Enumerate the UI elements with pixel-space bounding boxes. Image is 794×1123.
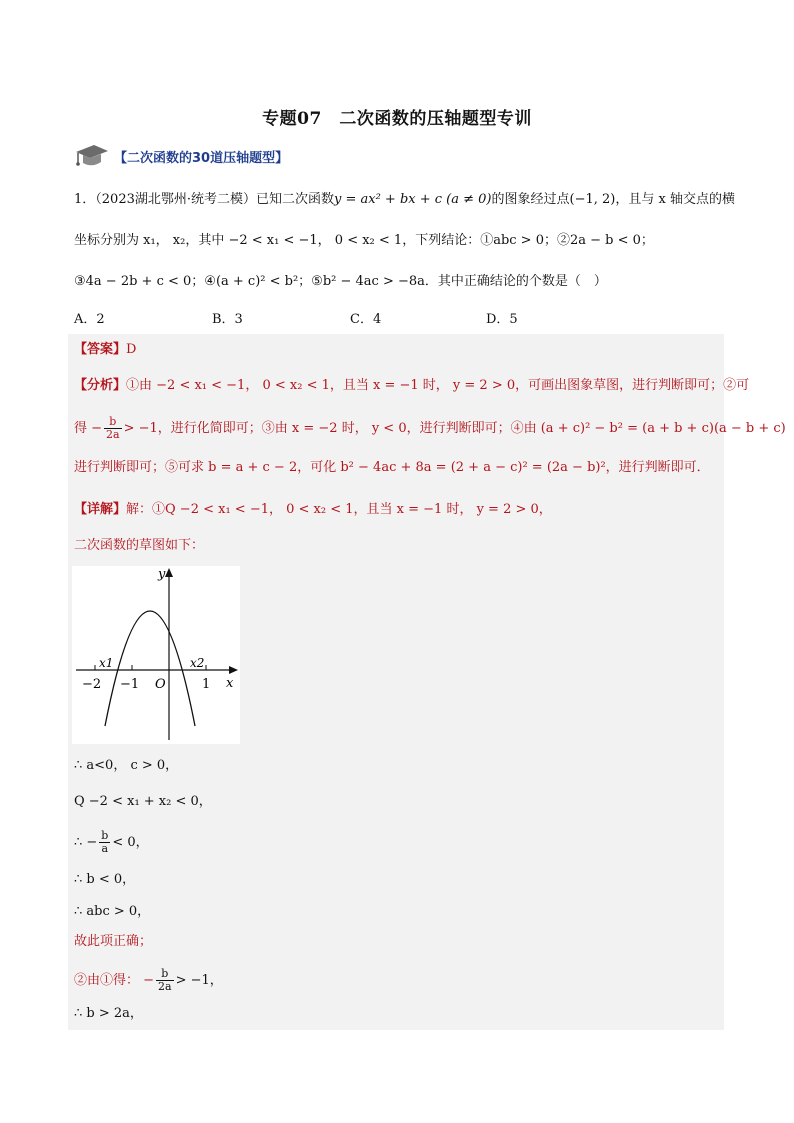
detail-line-1: 【详解】解：①Q −2 < x₁ < −1， 0 < x₂ < 1，且当 x = −1 时， y = 2 > 0，	[74, 502, 552, 517]
step-8: ∴ b > 2a，	[74, 1006, 143, 1021]
function-formula: y = ax² + bx + c (a ≠ 0)	[334, 192, 492, 207]
origin-label: O	[155, 677, 166, 692]
section-header	[74, 142, 288, 170]
tick-label-neg2: −2	[82, 677, 102, 692]
step-6: 故此项正确；	[74, 934, 153, 949]
step-1: ∴ a<0， c > 0，	[74, 758, 179, 773]
section-label: 【二次函数的30道压轴题型】	[114, 150, 289, 166]
y-axis-label: y	[158, 567, 166, 582]
step-4: ∴ b < 0，	[74, 872, 136, 887]
answer-line: 【答案】D	[74, 342, 137, 357]
question-line-1: 1．（2023湖北鄂州·统考二模）已知二次函数y = ax² + bx + c (a ≠ 0)的图象经过点(−1, 2)，且与 x 轴交点的横	[74, 192, 735, 207]
solution-panel	[68, 334, 786, 1030]
tick-label-neg1: −1	[120, 677, 140, 692]
root-label-x2: x2	[190, 656, 205, 670]
step-5: ∴ abc > 0，	[74, 904, 151, 919]
analysis-line-2: 得 − $\frac{b}{2a}$ > −1，进行化简即可；③由 x = −2 时， y < 0，进行判断即可；④由 (a + c)² − b² = (a + b + c)(a − b + c)	[74, 415, 786, 441]
question-line-3: ③4a − 2b + c < 0；④(a + c)² < b²；⑤b² − 4ac > −8a．其中正确结论的个数是（ ）	[74, 274, 607, 289]
analysis-line-3: 进行判断即可；⑤可求 b = a + c − 2，可化 b² − 4ac + 8a = (2 + a − c)² = (2a − b)²，进行判断即可．	[74, 460, 710, 475]
graduation-cap-icon	[74, 143, 110, 169]
analysis-line-1: 【分析】①由 −2 < x₁ < −1， 0 < x₂ < 1，且当 x = −1 时， y = 2 > 0，可画出图象草图，进行判断即可；②可	[74, 378, 750, 393]
option-d[interactable]: D．5	[486, 312, 518, 327]
option-b[interactable]: B．3	[212, 312, 243, 327]
root-label-x1: x1	[99, 656, 114, 670]
x-axis-label: x	[226, 676, 234, 691]
step-7: ②由①得： − $\frac{b}{2a}$ > −1，	[74, 967, 223, 993]
step-3: ∴ − $\frac{b}{a}$ < 0，	[74, 829, 149, 855]
page-title: 专题07 二次函数的压轴题型专训	[262, 109, 532, 129]
answer-value: D	[126, 342, 137, 357]
sketch-caption: 二次函数的草图如下：	[74, 538, 205, 553]
step-2: Q −2 < x₁ + x₂ < 0，	[74, 794, 212, 809]
option-c[interactable]: C．4	[350, 312, 382, 327]
option-a[interactable]: A．2	[74, 312, 105, 327]
point-coord: (−1, 2)	[569, 192, 616, 207]
tick-label-1: 1	[202, 677, 211, 692]
question-line-2: 坐标分别为 x₁， x₂，其中 −2 < x₁ < −1， 0 < x₂ < 1，下列结论：①abc > 0；②2a − b < 0；	[74, 233, 654, 248]
parabola-sketch	[72, 566, 240, 744]
